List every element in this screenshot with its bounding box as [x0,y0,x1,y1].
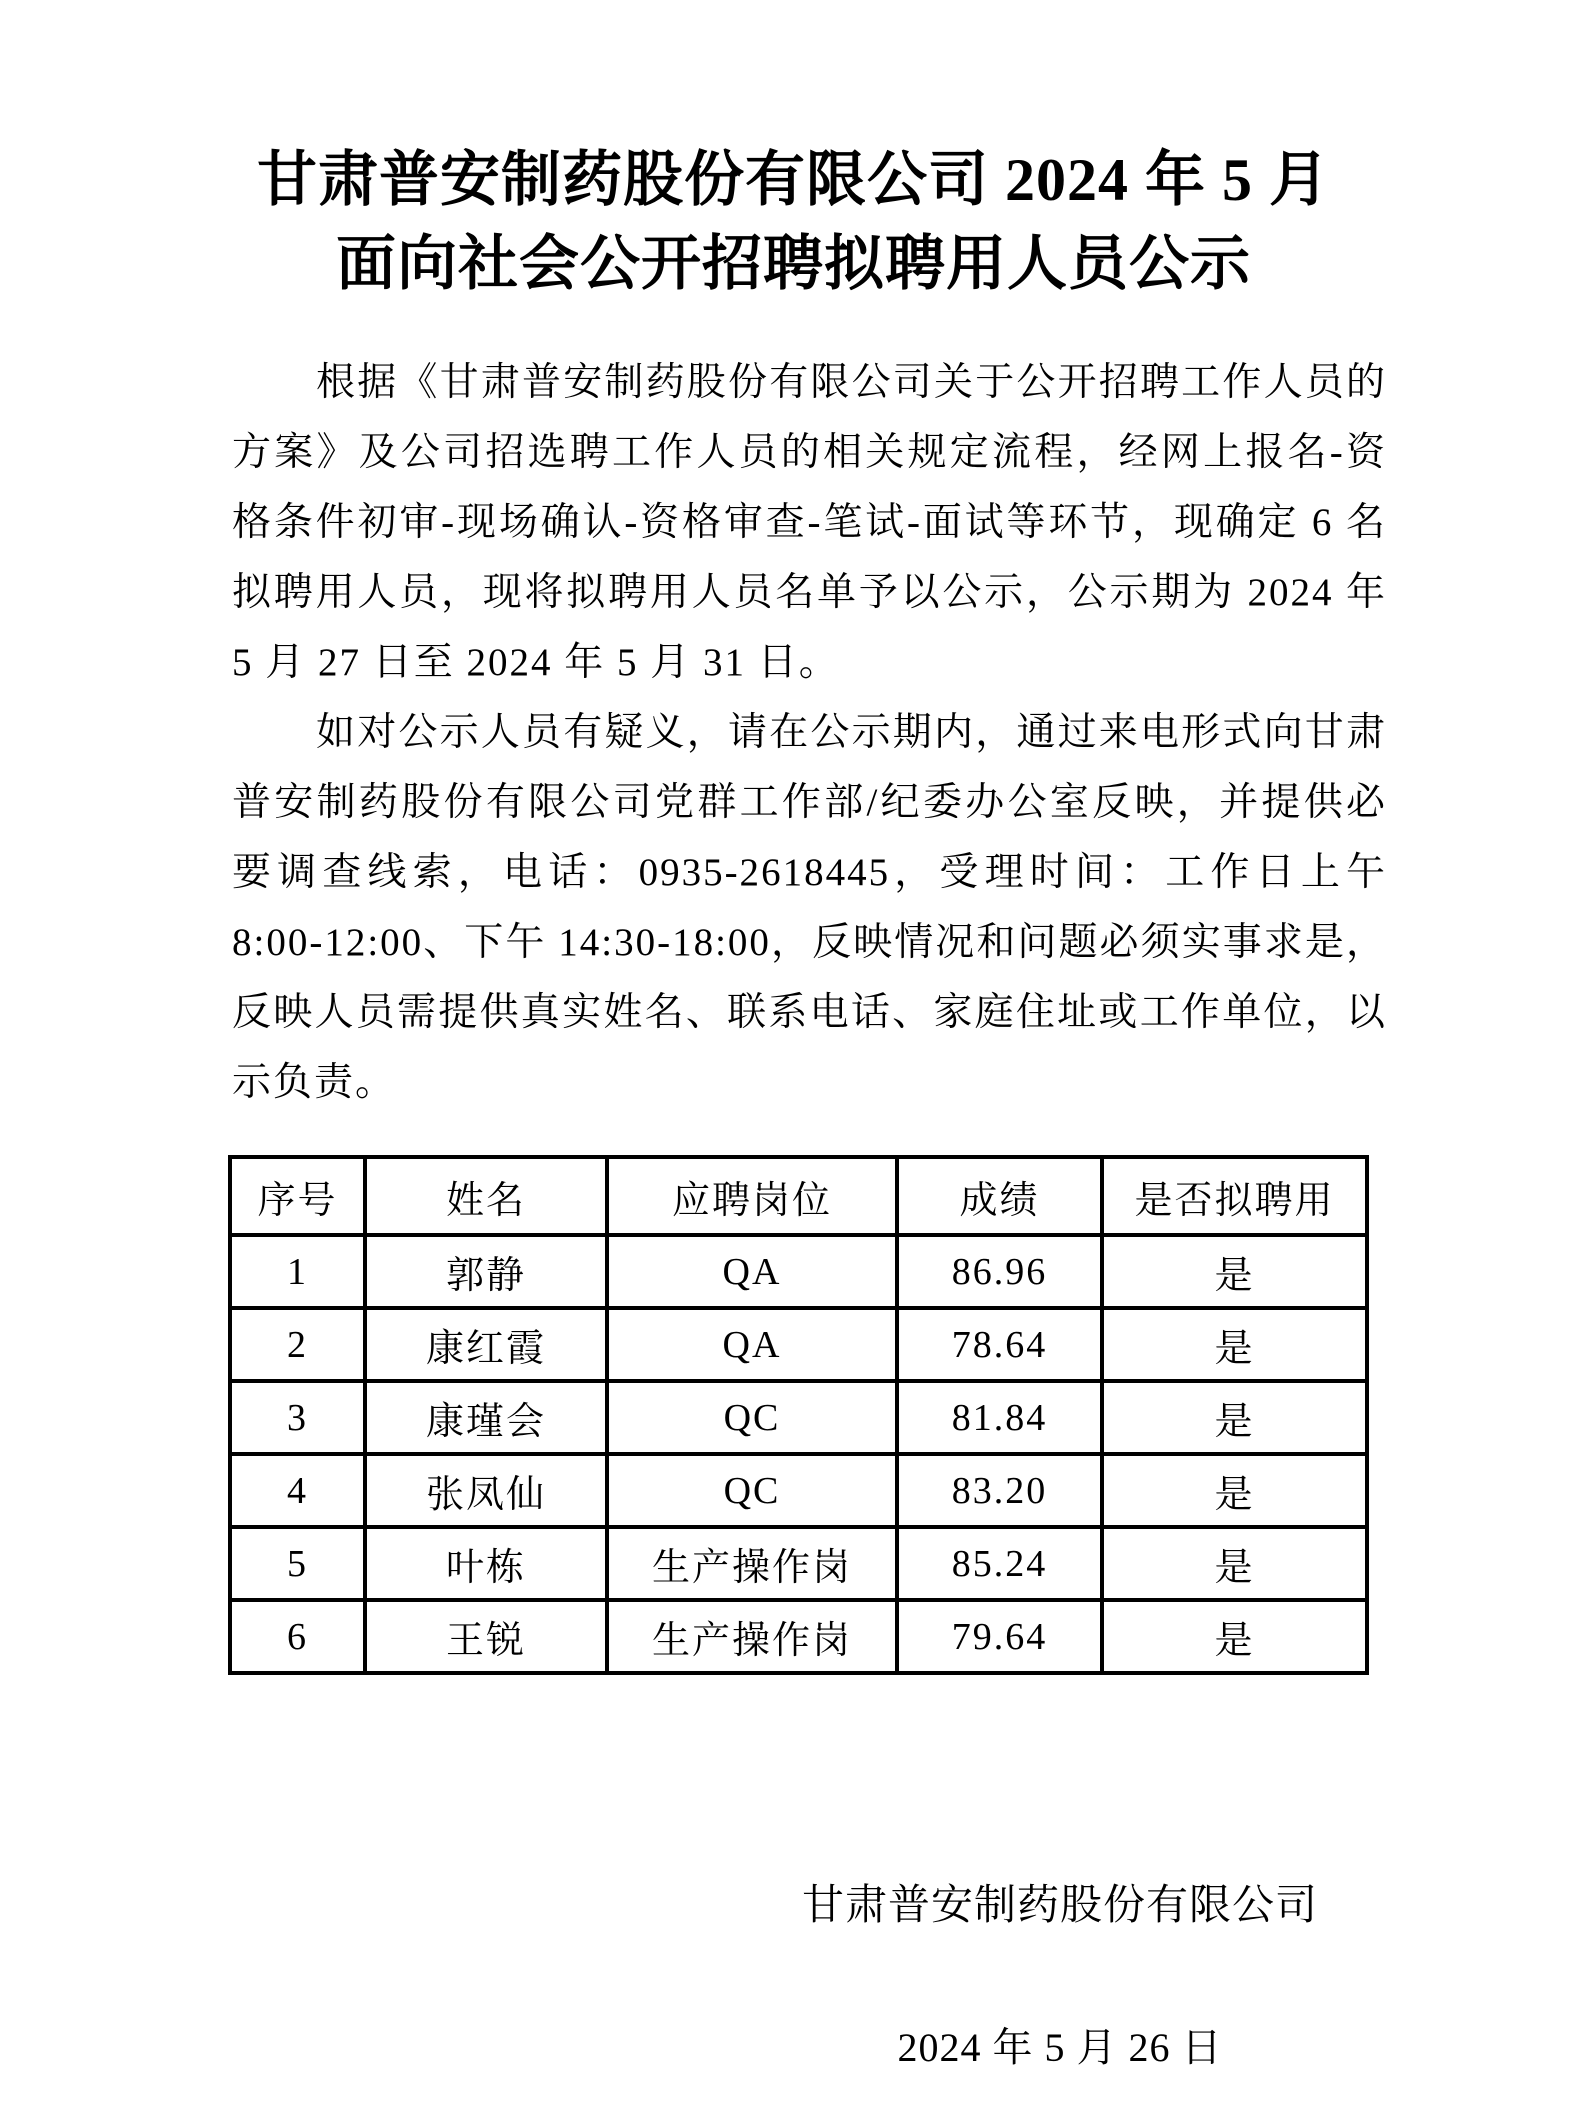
cell-proposed: 是 [1102,1308,1367,1381]
cell-serial: 4 [230,1454,365,1527]
cell-position: QC [607,1381,897,1454]
cell-name: 康红霞 [365,1308,607,1381]
cell-serial: 1 [230,1235,365,1308]
cell-name: 康瑾会 [365,1381,607,1454]
cell-proposed: 是 [1102,1454,1367,1527]
proposed-hires-table [228,1155,1369,1675]
header-score: 成绩 [897,1157,1102,1235]
cell-proposed: 是 [1102,1235,1367,1308]
cell-serial: 5 [230,1527,365,1600]
cell-position: QA [607,1235,897,1308]
cell-position: QC [607,1454,897,1527]
paragraph-contact-info: 如对公示人员有疑义，请在公示期内，通过来电形式向甘肃普安制药股份有限公司党群工作部/纪委办公室反映，并提供必要调查线索，电话：0935-2618445，受理时间：工作日上午 8:00-12:00、下午 14:30-18:00，反映情况和问题必须实事求是，反映人员需提供真实姓名、联系电话、家庭住址或工作单位，以示负责。 [232,711,1387,1104]
table-row [230,1527,1367,1600]
cell-score: 83.20 [897,1454,1102,1527]
cell-position: QA [607,1308,897,1381]
header-serial-number: 序号 [230,1157,365,1235]
table-row [230,1600,1367,1673]
cell-score: 81.84 [897,1381,1102,1454]
header-proposed-hire: 是否拟聘用 [1102,1157,1367,1235]
cell-name: 叶栋 [365,1527,607,1600]
cell-serial: 2 [230,1308,365,1381]
cell-score: 79.64 [897,1600,1102,1673]
table-row [230,1454,1367,1527]
signature-company: 甘肃普安制药股份有限公司 [801,1883,1318,1929]
header-position: 应聘岗位 [607,1157,897,1235]
cell-proposed: 是 [1102,1381,1367,1454]
document-body [232,348,1387,1118]
table-row [230,1381,1367,1454]
cell-name: 张凤仙 [365,1454,607,1527]
header-name: 姓名 [365,1157,607,1235]
table-row [230,1235,1367,1308]
cell-proposed: 是 [1102,1527,1367,1600]
cell-score: 86.96 [897,1235,1102,1308]
table-header-row [230,1157,1367,1235]
title-line-2: 面向社会公开招聘拟聘用人员公示 [336,231,1251,297]
document-title [0,0,1587,306]
cell-score: 85.24 [897,1527,1102,1600]
table-row [230,1308,1367,1381]
paragraph-recruitment-process: 根据《甘肃普安制药股份有限公司关于公开招聘工作人员的方案》及公司招选聘工作人员的相关规定流程，经网上报名-资格条件初审-现场确认-资格审查-笔试-面试等环节，现确定 6 名拟聘用人员，现将拟聘用人员名单予以公示，公示期为 2024 年 5 月 27 日至 2024 年 5 月 31 日。 [232,361,1387,684]
cell-serial: 6 [230,1600,365,1673]
signature-date: 2024 年 5 月 26 日 [897,2025,1223,2070]
cell-position: 生产操作岗 [607,1527,897,1600]
cell-name: 郭静 [365,1235,607,1308]
cell-proposed: 是 [1102,1600,1367,1673]
cell-position: 生产操作岗 [607,1600,897,1673]
cell-name: 王锐 [365,1600,607,1673]
title-line-1: 甘肃普安制药股份有限公司 2024 年 5 月 [257,147,1330,213]
cell-serial: 3 [230,1381,365,1454]
signature-block [795,1872,1325,2073]
cell-score: 78.64 [897,1308,1102,1381]
